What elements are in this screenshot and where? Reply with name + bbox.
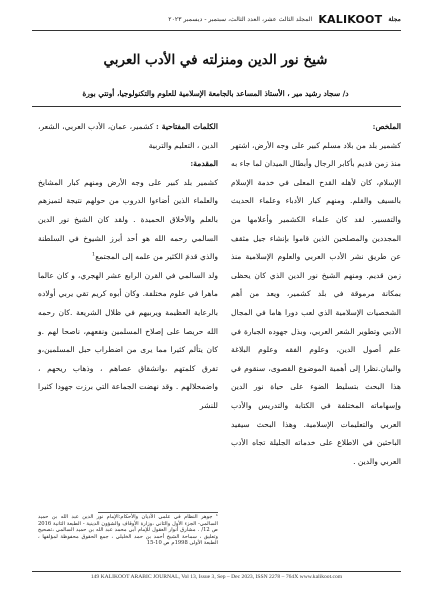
article-authors: د/ سجاد رشيد مير ، الأستاذ المساعد بالجامعة الإسلامية للعلوم والتكنولوجيا، أونتي بورة — [82, 89, 349, 98]
keywords-block — [38, 118, 218, 155]
keywords-text: كشمير، عمان، الأدب العربي، الشعر، الدين ، التعليم والتربية — [38, 122, 218, 150]
keywords-label: الكلمات المفتاحية : — [156, 122, 218, 131]
journal-logo: KALIKOOT — [318, 12, 383, 26]
intro-paragraph-1 — [38, 174, 218, 267]
journal-label: مجلة — [388, 15, 401, 23]
footnotes: ¹ جوهر النظام في علمي الأديان والأحكام:الإمام نور الدين عبد الله بن حميد السالمي- الجزء الأول والثاني ،وزارة الأوقاف والشؤون الدينية - الطبعة الثانية 2016 ص 12/ . مشارق أنوار العقول للإمام أبي محمد عبد الله بن حميد السالمي ،تصحيح وتعليق ، سماحة الشيخ أحمد بن حمد الخليلي ، جمع الحقوق محفوظة لمؤلفها ، الطبعة الأولى 1998م ص 10-15 — [38, 514, 218, 547]
page-footer: 149 KALIKOOT ARABIC JOURNAL, Vol 13, Issue 3, Sep – Dec 2023, ISSN 2278 – 764X www.kalikoot.com — [90, 574, 343, 580]
issue-meta: المجلد الثالث عشر، العدد الثالث، سبتمبر - ديسمبر ٢٠٢٣ — [168, 15, 313, 23]
abstract-column — [231, 118, 401, 471]
header-rule — [32, 30, 401, 31]
article-title: شيخ نور الدين ومنزلته في الأدب العربي — [103, 52, 328, 68]
intro-para1-text: كشمير بلد كبير على وجه الأرض ومنهم كبار المشايخ والعلماء الذين أضاءوا الدروب من حولهم نتيجة لتميزهم بالعلم والأخلاق الحميدة . ولقد كان الشيخ نور الدين السالمي رحمه الله هو أحد أبرز الشيوخ في السلطنة والذي قدمَ الكثير من علمه إلى المجتمع — [38, 177, 218, 262]
main-column — [38, 118, 218, 416]
abstract-heading: الملخص: — [372, 122, 401, 131]
abstract-text: كشمير بلد من بلاد مسلم كبير على وجه الأرض، اشتهر منذ زمن قديم بأكابر الرجال وأبطال الميدان لما جاء به الإسلام، كان لأهله القدح المعلى في خدمة الإسلام بالسيف والقلم. ومنهم كبار الأدباء وعلماء الحديث والتفسير. لقد كان علماء الكشمير وأعلامها من المجددين والمصلحين الذين قاموا بإنشاء جيل مثقف عن طريق نشر الأدب العربي والعلوم الإسلامية منذ زمن قديم. ومنهم الشيخ نور الدين الذي كان يحظى بمكانة مرموقة في بلد كشمير، ويعد من أهم الشخصيات الإسلامية الذي لعب دورا هاما في المجال الأدبي وتطوير الشعر العربي، وبذل جهوده الجبارة في علم أصول الدين، وعلوم الفقه وعلوم البلاغة والبيان.نظرا إلى أهمية الموضوع القصوى، سنقوم في هذا البحث بتسليط الضوء على حياة نور الدين وإسهاماته المختلفة في الكتابة والتدريس والأدب العربي والتعليمات الإسلامية. وهذا البحث سيفيد الباحثين في الاطلاع على خدماته الجليلة تجاه الأدب العربي والدين . — [231, 140, 401, 466]
footer-rule — [32, 571, 401, 572]
intro-heading: المقدمة: — [190, 159, 218, 169]
footnote-ref[interactable]: 1 — [92, 251, 96, 258]
intro-paragraph-2: ولد السالمي في القرن الرابع عشر الهجري، و كان عالما ماهرا في علوم مختلفة. وكان أبوه كريم تقي يربي أولاده بالرعاية العظيمة ويربيهم في ظلال الشريعة .كان رحمه الله حريصا على إصلاح المسلمين ونفعهم، ناصحا لهم .و كان يتألم كثيرا مما يرى من اضطراب حبل المسلمين،و تفرق كلمتهم ،وانشقاق عصاهم ، وذهاب ريحهم ، واضمحلالهم . وقد نهضت الجماعة التي برزت جهودا كثيرا للنشر — [38, 270, 218, 410]
journal-header — [32, 8, 401, 30]
title-rule — [32, 106, 401, 107]
footnote-rule — [98, 512, 218, 513]
